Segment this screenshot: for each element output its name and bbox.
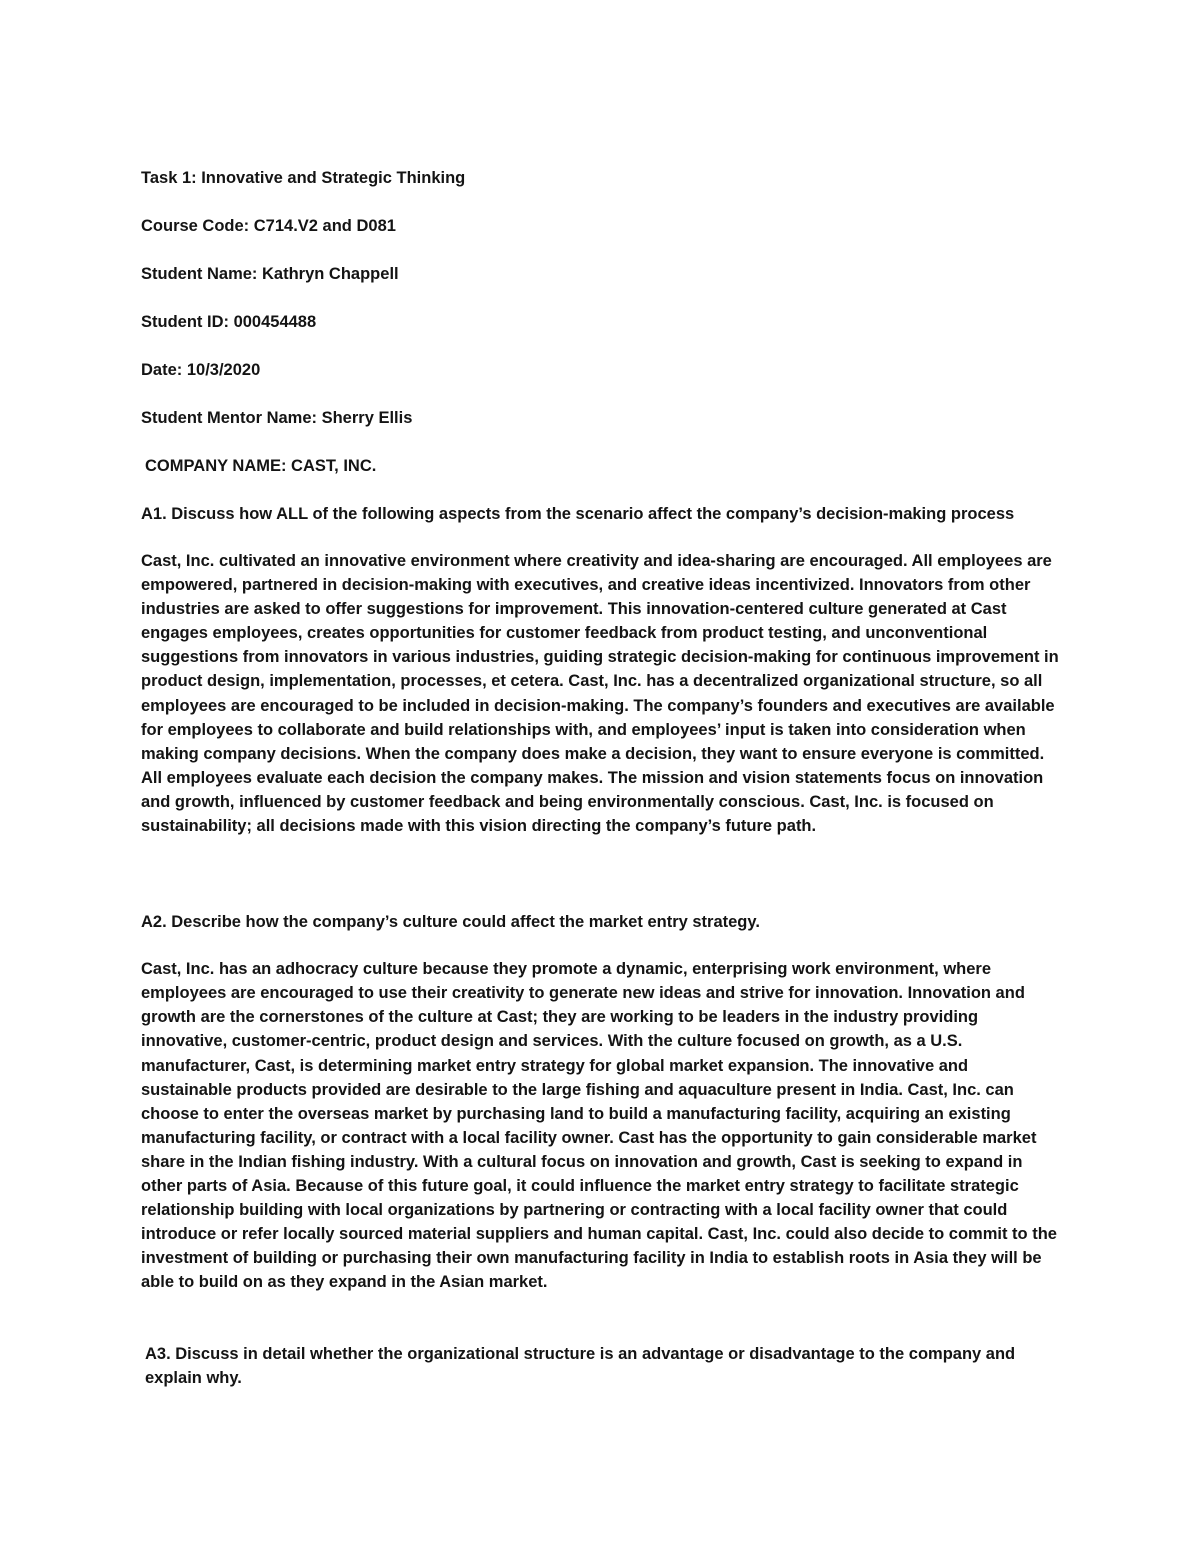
company-name: COMPANY NAME: CAST, INC. [145,457,377,475]
task-title: Task 1: Innovative and Strategic Thinking [141,169,466,187]
student-name: Student Name: Kathryn Chappell [141,265,399,283]
student-id: Student ID: 000454488 [141,313,317,331]
document-body [141,166,1061,1413]
mentor-name: Student Mentor Name: Sherry Ellis [141,409,413,427]
date: Date: 10/3/2020 [141,361,261,379]
spacer [141,1294,1061,1342]
answer-a1: Cast, Inc. cultivated an innovative environment where creativity and idea-sharing are encouraged. All employees are empowered, partnered in decision-making with executives, and creative ideas incentivized. Innovators from other industries are asked to offer suggestions for improvement. This innovation-centered culture generated at Cast engages employees, creates opportunities for customer feedback from product testing, and unconventional suggestions from innovators in various industries, guiding strategic decision-making for continuous improvement in product design, implementation, processes, et cetera. Cast, Inc. has a decentralized organizational structure, so all employees are encouraged to be included in decision-making. The company’s founders and executives are available for employees to collaborate and build relationships with, and employees’ input is taken into consideration when making company decisions. When the company does make a decision, they want to ensure everyone is committed. All employees evaluate each decision the company makes. The mission and vision statements focus on innovation and growth, influenced by customer feedback and being environmentally conscious. Cast, Inc. is focused on sustainability; all decisions made with this vision directing the company’s future path. [141,552,1059,836]
question-a1: A1. Discuss how ALL of the following aspects from the scenario affect the company’s decision-making process [141,505,1015,523]
spacer [141,838,1061,910]
question-a2: A2. Describe how the company’s culture could affect the market entry strategy. [141,913,760,932]
question-a3: A3. Discuss in detail whether the organizational structure is an advantage or disadvantage to the company and explain why. [145,1345,1016,1388]
course-code: Course Code: C714.V2 and D081 [141,217,396,235]
answer-a2: Cast, Inc. has an adhocracy culture because they promote a dynamic, enterprising work environment, where employees are encouraged to use their creativity to generate new ideas and strive for innovation. Innovation and growth are the cornerstones of the culture at Cast; they are working to be leaders in the industry providing innovative, customer-centric, product design and services. With the culture focused on growth, as a U.S. manufacturer, Cast, is determining market entry strategy for global market expansion. The innovative and sustainable products provided are desirable to the large fishing and aquaculture present in India. Cast, Inc. can choose to enter the overseas market by purchasing land to build a manufacturing facility, acquiring an existing manufacturing facility, or contract with a local facility owner. Cast has the opportunity to gain considerable market share in the Indian fishing industry. With a cultural focus on innovation and growth, Cast is seeking to expand in other parts of Asia. Because of this future goal, it could influence the market entry strategy to facilitate strategic relationship building with local organizations by partnering or contracting with a local facility owner that could introduce or refer locally sourced material suppliers and human capital. Cast, Inc. could also decide to commit to the investment of building or purchasing their own manufacturing facility in India to establish roots in Asia they will be able to build on as they expand in the Asian market. [141,960,1057,1292]
